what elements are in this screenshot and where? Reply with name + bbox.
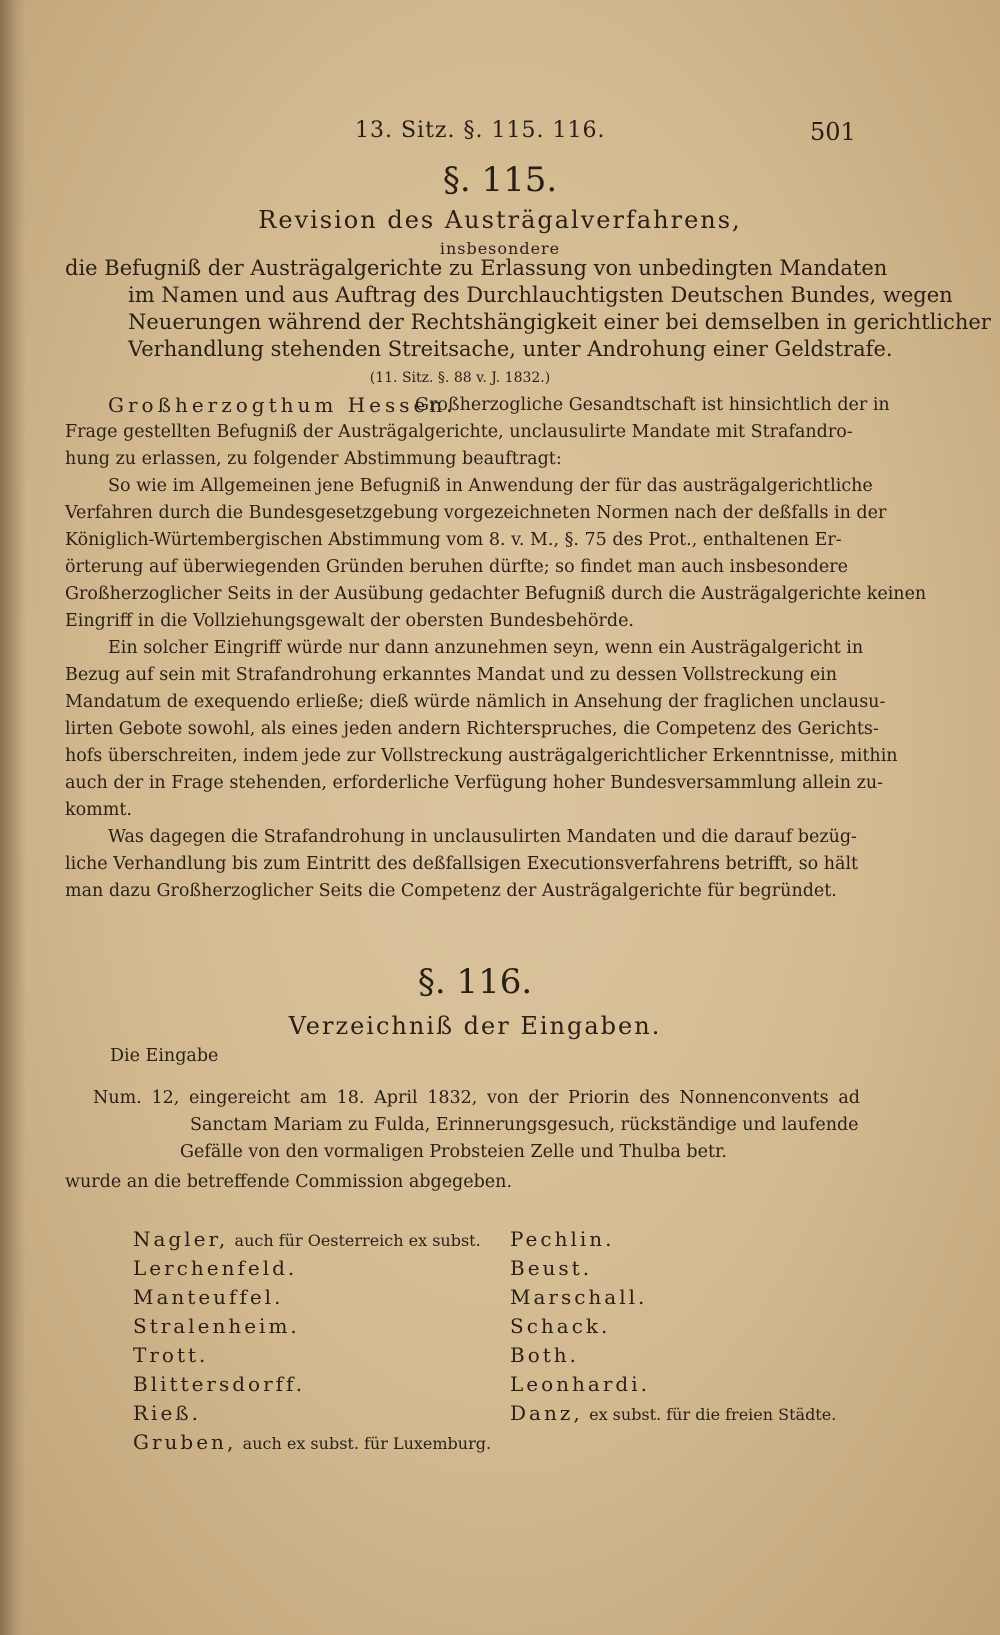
signature [133, 1401, 201, 1425]
signature-name: Beust. [510, 1256, 593, 1280]
page-number: 501 [810, 118, 856, 146]
signature [510, 1227, 615, 1251]
body-line: Großherzogliche Gesandtschaft ist hinsichtlich der in [415, 395, 890, 415]
signature [133, 1256, 297, 1280]
signature-name: Gruben, [133, 1430, 237, 1454]
signature-note: auch für Oesterreich ex subst. [234, 1231, 481, 1250]
signature [510, 1256, 592, 1280]
body-line: man dazu Großherzoglicher Seits die Competenz der Austrägalgerichte für begründet. [65, 881, 837, 901]
section-115-reference: (11. Sitz. §. 88 v. J. 1832.) [369, 370, 551, 386]
signature-name: Rieß. [133, 1401, 202, 1425]
section-116-title: Verzeichniß der Eingaben. [288, 1012, 662, 1040]
signature-name: Leonhardi. [510, 1372, 650, 1396]
signature-name: Nagler, [133, 1227, 229, 1251]
section-115-title: Revision des Austrägalverfahrens, [258, 206, 742, 234]
body-line: Ein solcher Eingriff würde nur dann anzunehmen seyn, wenn ein Austrägalgericht in [108, 638, 864, 658]
body-line: Was dagegen die Strafandrohung in unclausulirten Mandaten und die darauf bezüg- [108, 827, 857, 847]
closing-line: wurde an die betreffende Commission abgegeben. [65, 1172, 513, 1192]
body-line: Mandatum de exequendo erließe; dieß würde nämlich in Ansehung der fraglichen unclausu- [65, 692, 886, 712]
signature-name: Pechlin. [510, 1227, 615, 1251]
signature-name: Stralenheim. [133, 1314, 300, 1338]
section-115-subtitle: insbesondere [439, 239, 561, 258]
signature [510, 1314, 610, 1338]
state-name: Großherzogthum Hessen. [108, 393, 457, 417]
signature [510, 1401, 836, 1425]
section-115-number: §. 115. [442, 160, 558, 200]
signature [510, 1343, 579, 1367]
signature [510, 1285, 647, 1309]
body-line: Königlich-Würtembergischen Abstimmung vom 8. v. M., §. 75 des Prot., enthaltenen Er- [65, 530, 842, 550]
signature [133, 1285, 283, 1309]
signature-name: Schack. [510, 1314, 611, 1338]
signature-note: auch ex subst. für Luxemburg. [242, 1434, 492, 1453]
signature [133, 1430, 491, 1454]
body-line: Frage gestellten Befugniß der Austrägalgerichte, unclausulirte Mandate mit Strafandro- [65, 422, 853, 442]
signature-name: Manteuffel. [133, 1285, 284, 1309]
entry-line: Gefälle von den vormaligen Probsteien Zelle und Thulba betr. [180, 1142, 727, 1162]
body-line: auch der in Frage stehenden, erforderliche Verfügung hoher Bundesversammlung allein zu- [65, 773, 883, 793]
body-line: Eingriff in die Vollziehungsgewalt der obersten Bundesbehörde. [65, 611, 634, 631]
signature [510, 1372, 650, 1396]
title-line: die Befugniß der Austrägalgerichte zu Erlassung von unbedingten Mandaten [65, 256, 888, 280]
signature [133, 1343, 208, 1367]
signature-name: Marschall. [510, 1285, 648, 1309]
entry-line: Num. 12, eingereicht am 18. April 1832, von der Priorin des Nonnenconvents ad [93, 1088, 860, 1108]
body-line: Großherzoglicher Seits in der Ausübung gedachter Befugniß durch die Austrägalgerichte keinen [65, 584, 927, 604]
entry-line: Sanctam Mariam zu Fulda, Erinnerungsgesuch, rückständige und laufende [190, 1115, 859, 1135]
signature-name: Blittersdorff. [133, 1372, 306, 1396]
body-line: liche Verhandlung bis zum Eintritt des deßfallsigen Executionsverfahrens betrifft, so hält [65, 854, 859, 874]
signature-name: Danz, [510, 1401, 583, 1425]
title-line: im Namen und aus Auftrag des Durchlauchtigsten Deutschen Bundes, wegen [128, 283, 953, 307]
body-line: hung zu erlassen, zu folgender Abstimmung beauftragt: [65, 449, 562, 469]
body-line: hofs überschreiten, indem jede zur Vollstreckung austrägalgerichtlicher Erkenntnisse, mithin [65, 746, 898, 766]
signature [133, 1314, 300, 1338]
title-line: Neuerungen während der Rechtshängigkeit einer bei demselben in gerichtlicher [128, 310, 991, 334]
signature-name: Lerchenfeld. [133, 1256, 298, 1280]
body-line: kommt. [65, 800, 132, 820]
signature-name: Both. [510, 1343, 580, 1367]
signature-note: ex subst. für die freien Städte. [589, 1405, 837, 1424]
signature [133, 1372, 305, 1396]
signature [133, 1227, 481, 1251]
body-line: lirten Gebote sowohl, als eines jeden andern Richterspruches, die Competenz des Gerichts- [65, 719, 879, 739]
body-line: örterung auf überwiegenden Gründen beruhen dürfte; so findet man auch insbesondere [65, 557, 849, 577]
title-line: Verhandlung stehenden Streitsache, unter Androhung einer Geldstrafe. [128, 337, 893, 361]
body-line: Verfahren durch die Bundesgesetzgebung vorgezeichneten Normen nach der deßfalls in der [65, 503, 887, 523]
body-line: So wie im Allgemeinen jene Befugniß in Anwendung der für das austrägalgerichtliche [108, 476, 873, 496]
signature-name: Trott. [133, 1343, 209, 1367]
eingabe-intro: Die Eingabe [110, 1046, 219, 1066]
body-line: Bezug auf sein mit Strafandrohung erkanntes Mandat und zu dessen Vollstreckung ein [65, 665, 838, 685]
running-head: 13. Sitz. §. 115. 116. [355, 118, 606, 143]
section-116-number: §. 116. [417, 962, 533, 1002]
